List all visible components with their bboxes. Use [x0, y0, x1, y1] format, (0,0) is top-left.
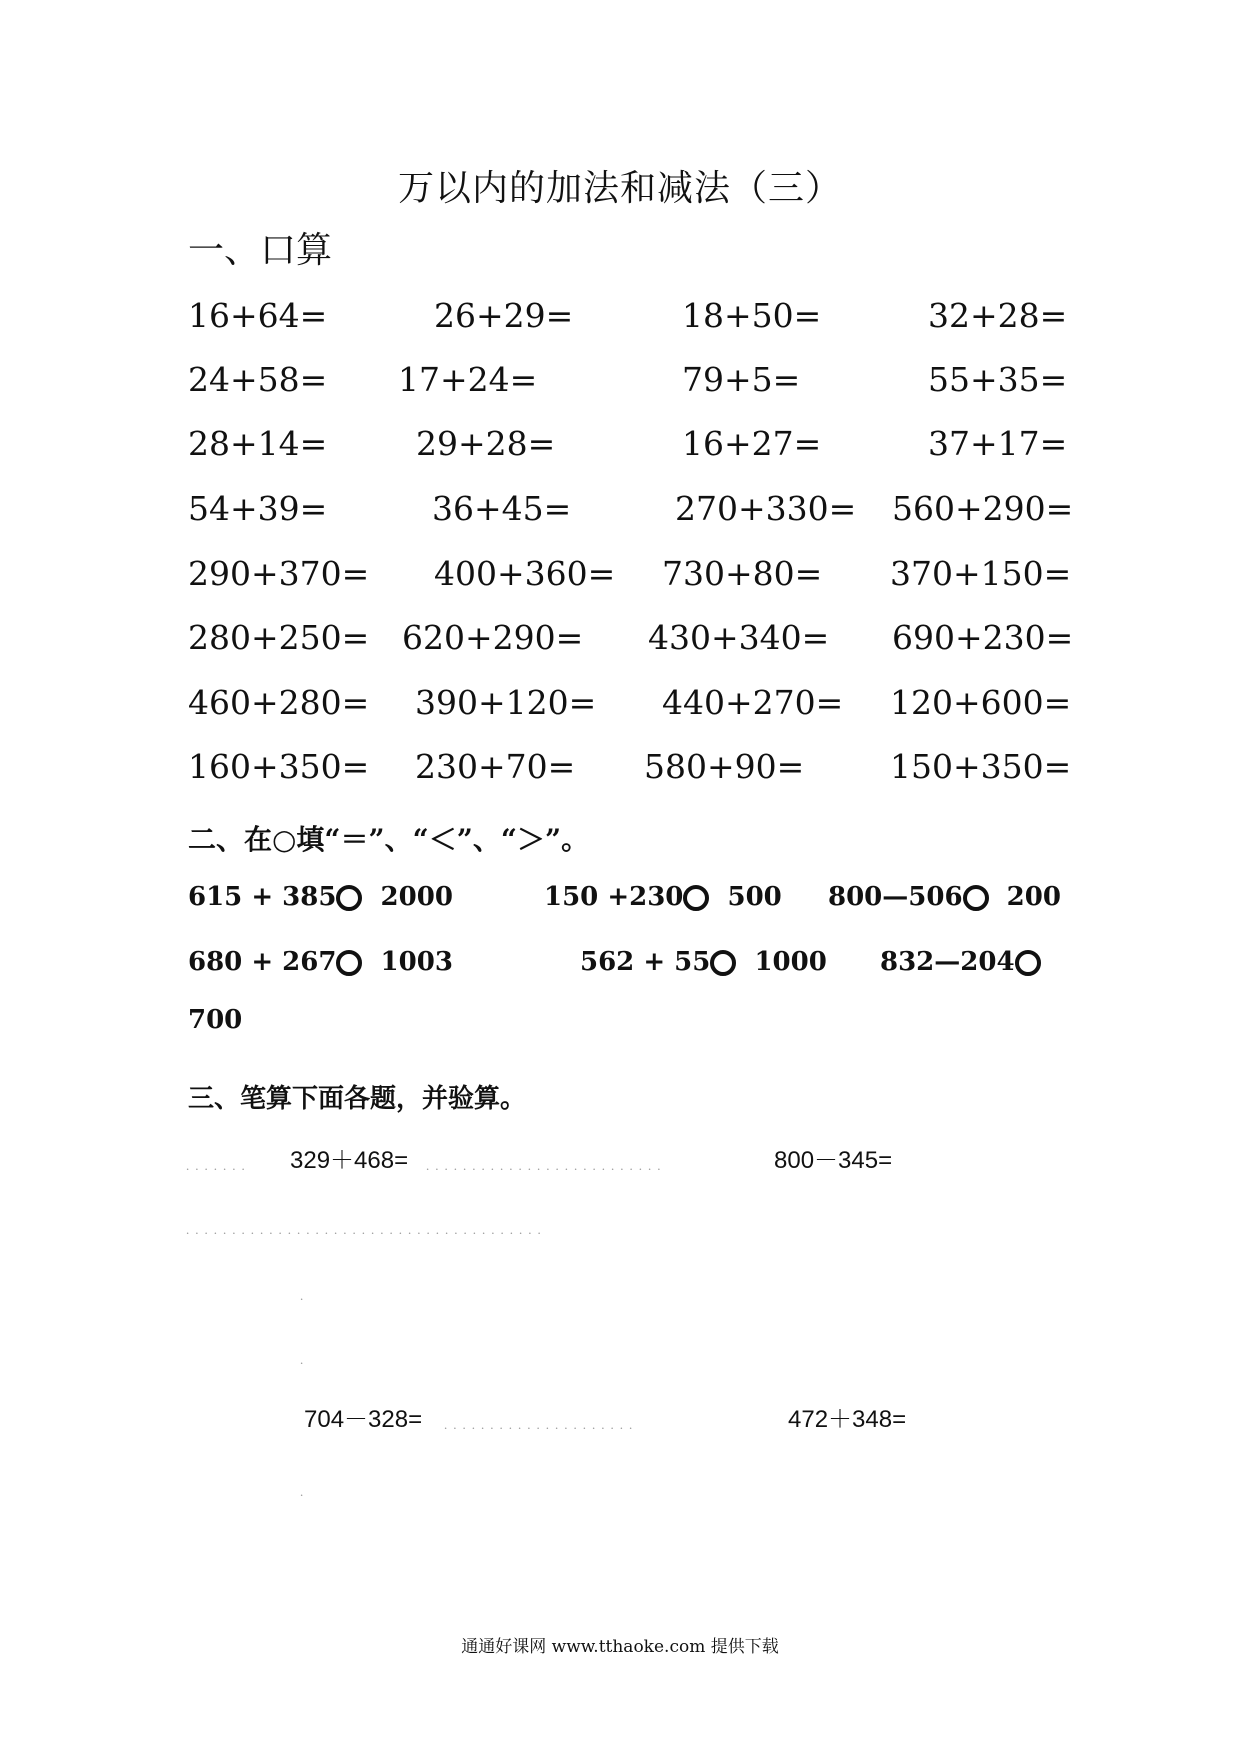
blank-circle[interactable]: [336, 885, 362, 911]
oral-problem: 580+90=: [644, 747, 805, 786]
dotted-leader: .......: [186, 1158, 251, 1173]
oral-problem: 29+28=: [416, 424, 556, 463]
comparison-right: 500: [727, 882, 782, 912]
oral-problem: 55+35=: [928, 360, 1068, 399]
oral-problem: 26+29=: [434, 296, 574, 335]
comparison-left: 615 + 385: [188, 882, 337, 912]
oral-problem: 37+17=: [928, 424, 1068, 463]
comparison-left: 150 +230: [544, 882, 684, 912]
dotted-leader: ..........................: [426, 1158, 667, 1173]
oral-problem: 36+45=: [432, 489, 572, 528]
comparison-right: 700: [188, 1005, 243, 1035]
oral-problem: 430+340=: [648, 618, 830, 657]
comparison-left: 562 + 55: [580, 947, 711, 977]
comparison-right: 2000: [380, 882, 453, 912]
oral-problem: 390+120=: [415, 683, 597, 722]
oral-problem: 270+330=: [675, 489, 857, 528]
comparison-item: [544, 880, 782, 914]
oral-problem: 690+230=: [892, 618, 1074, 657]
oral-problem: 32+28=: [928, 296, 1068, 335]
oral-problem: 28+14=: [188, 424, 328, 463]
section2-heading: 二、在○填“＝”、“＜”、“＞”。: [188, 823, 590, 856]
oral-problem: 79+5=: [682, 360, 801, 399]
comparison-item: [828, 880, 1061, 914]
oral-problem: 16+27=: [682, 424, 822, 463]
comparison-item: [188, 945, 453, 979]
written-problem: 472＋348=: [788, 1406, 907, 1433]
comparison-right: 1003: [380, 947, 453, 977]
oral-problem: 290+370=: [188, 554, 370, 593]
blank-circle[interactable]: [336, 950, 362, 976]
dotted-leader: .: [300, 1352, 310, 1367]
oral-problem: 400+360=: [434, 554, 616, 593]
dotted-leader: .......................................: [186, 1222, 547, 1237]
oral-problem: 54+39=: [188, 489, 328, 528]
written-problem: 329＋468=: [290, 1147, 409, 1174]
blank-circle[interactable]: [963, 885, 989, 911]
comparison-right: 200: [1006, 882, 1061, 912]
dotted-leader: .....................: [444, 1417, 639, 1432]
oral-problem: 730+80=: [662, 554, 823, 593]
page-title: 万以内的加法和减法（三）: [397, 168, 842, 209]
comparison-item: [880, 945, 1041, 979]
oral-problem: 230+70=: [415, 747, 576, 786]
comparison-left: 680 + 267: [188, 947, 337, 977]
comparison-left: 832—204: [880, 947, 1015, 977]
oral-problem: 620+290=: [402, 618, 584, 657]
written-problem: 800－345=: [774, 1147, 893, 1174]
blank-circle[interactable]: [1015, 950, 1041, 976]
written-problem: 704－328=: [304, 1406, 423, 1433]
dotted-leader: .: [300, 1484, 310, 1499]
oral-problem: 370+150=: [890, 554, 1072, 593]
oral-problem: 440+270=: [662, 683, 844, 722]
blank-circle[interactable]: [683, 885, 709, 911]
footer-credit: 通通好课网 www.tthaoke.com 提供下载: [461, 1637, 779, 1657]
comparison-item: [580, 945, 827, 979]
oral-problem: 16+64=: [188, 296, 328, 335]
comparison-right: 1000: [754, 947, 827, 977]
section3-heading: 三、笔算下面各题，并验算。: [188, 1083, 527, 1113]
dotted-leader: .: [300, 1288, 310, 1303]
oral-problem: 160+350=: [188, 747, 370, 786]
oral-problem: 24+58=: [188, 360, 328, 399]
oral-problem: 560+290=: [892, 489, 1074, 528]
oral-problem: 17+24=: [398, 360, 538, 399]
blank-circle[interactable]: [710, 950, 736, 976]
oral-problem: 18+50=: [682, 296, 822, 335]
oral-problem: 150+350=: [890, 747, 1072, 786]
comparison-item: [188, 880, 453, 914]
oral-problem: 460+280=: [188, 683, 370, 722]
comparison-left: 800—506: [828, 882, 963, 912]
section1-heading: 一、口算: [188, 230, 333, 271]
oral-problem: 280+250=: [188, 618, 370, 657]
oral-problem: 120+600=: [890, 683, 1072, 722]
